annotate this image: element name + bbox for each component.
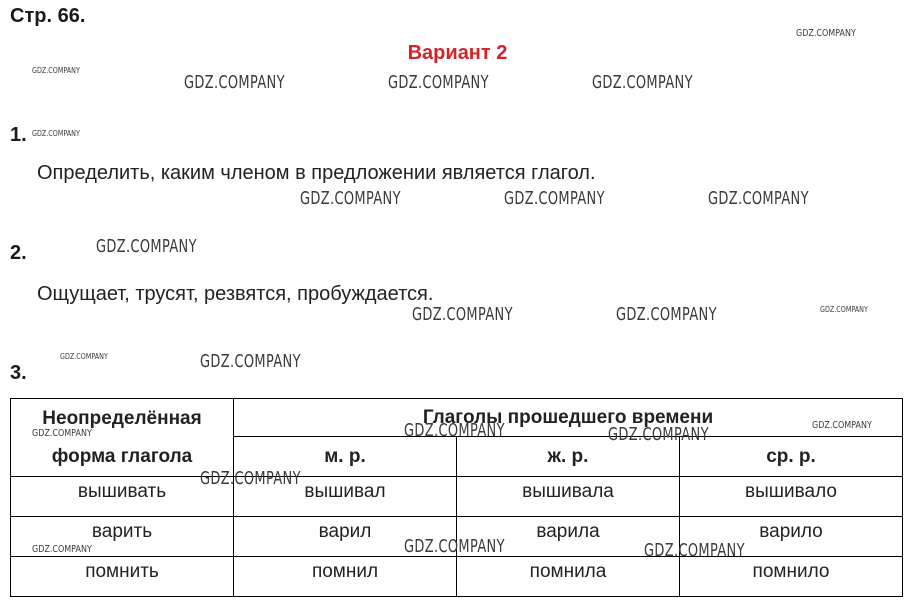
watermark: GDZ.COMPANY xyxy=(616,304,717,325)
watermark: GDZ.COMPANY xyxy=(32,544,92,555)
watermark: GDZ.COMPANY xyxy=(96,236,197,257)
table-cell: варила xyxy=(457,517,680,557)
watermark: GDZ.COMPANY xyxy=(644,540,745,561)
header-masculine: м. р. xyxy=(234,437,457,477)
page-label: Стр. 66. xyxy=(10,5,86,27)
header-infinitive-line1: Неопределённая xyxy=(42,407,202,429)
watermark: GDZ.COMPANY xyxy=(608,424,709,445)
variant-title: Вариант 2 xyxy=(407,42,508,64)
watermark: GDZ.COMPANY xyxy=(32,129,80,138)
task-3-number: 3. xyxy=(10,362,27,384)
watermark: GDZ.COMPANY xyxy=(812,420,872,431)
watermark: GDZ.COMPANY xyxy=(796,28,856,39)
watermark: GDZ.COMPANY xyxy=(388,72,489,93)
table-cell: вышивал xyxy=(234,477,457,517)
table-cell: варил xyxy=(234,517,457,557)
table-row xyxy=(11,557,903,597)
header-feminine: ж. р. xyxy=(457,437,680,477)
watermark: GDZ.COMPANY xyxy=(184,72,285,93)
watermark: GDZ.COMPANY xyxy=(200,468,301,489)
table-cell: варило xyxy=(680,517,903,557)
task-1-text: Определить, каким членом в предложении является глагол. xyxy=(37,162,596,184)
watermark: GDZ.COMPANY xyxy=(300,188,401,209)
table-cell: помнила xyxy=(457,557,680,597)
watermark: GDZ.COMPANY xyxy=(32,428,92,439)
watermark: GDZ.COMPANY xyxy=(200,351,301,372)
watermark: GDZ.COMPANY xyxy=(404,536,505,557)
table-cell: помнило xyxy=(680,557,903,597)
watermark: GDZ.COMPANY xyxy=(404,420,505,441)
watermark: GDZ.COMPANY xyxy=(60,352,108,361)
table-cell: варить xyxy=(11,517,234,557)
watermark: GDZ.COMPANY xyxy=(32,66,80,75)
table-cell: вышивать xyxy=(11,477,234,517)
watermark: GDZ.COMPANY xyxy=(708,188,809,209)
table-row xyxy=(11,477,903,517)
table-cell: вышивала xyxy=(457,477,680,517)
watermark: GDZ.COMPANY xyxy=(504,188,605,209)
task-2-number: 2. xyxy=(10,242,27,264)
watermark: GDZ.COMPANY xyxy=(592,72,693,93)
task-1-number: 1. xyxy=(10,124,27,146)
header-infinitive-line2: форма глагола xyxy=(51,445,193,467)
table-cell: вышивало xyxy=(680,477,903,517)
task-2-text: Ощущает, трусят, резвятся, пробуждается. xyxy=(37,283,434,305)
header-past-tense: Глаголы прошедшего времени xyxy=(234,399,903,437)
watermark: GDZ.COMPANY xyxy=(412,304,513,325)
header-neuter: ср. р. xyxy=(680,437,903,477)
watermark: GDZ.COMPANY xyxy=(820,305,868,314)
table-cell: помнил xyxy=(234,557,457,597)
table-cell: помнить xyxy=(11,557,234,597)
